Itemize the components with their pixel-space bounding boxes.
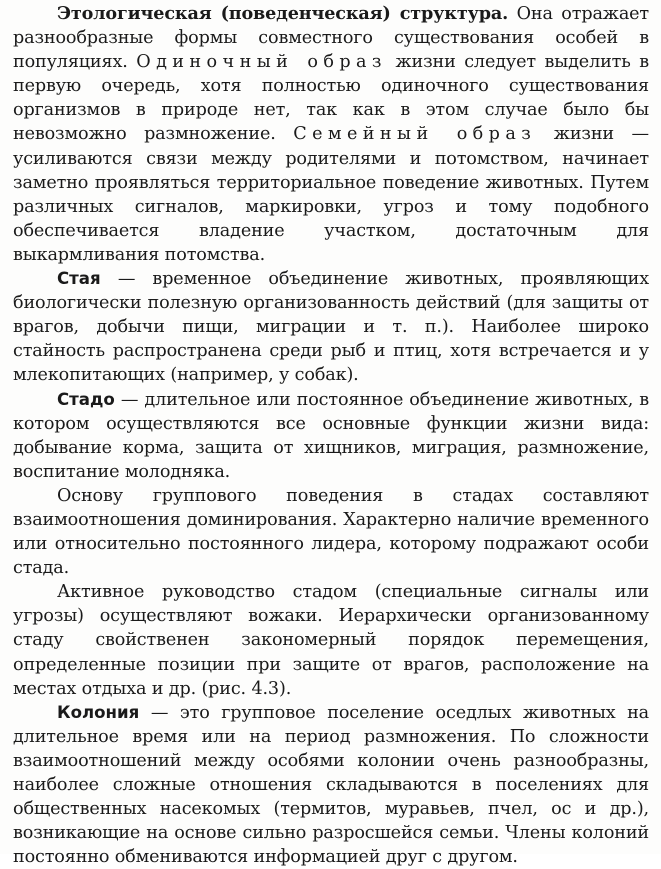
paragraph-text: жизни — усиливаются связи между родителями и потомством, начинает заметно проявляться территориальное поведение животных. Путем различных сигналов, маркировки, угроз и тому подобного обеспечивается владение участком, достаточным для выкармливания потомства. <box>13 124 649 265</box>
term-staya: Стая <box>57 269 101 289</box>
paragraph-koloniya <box>13 701 649 869</box>
paragraph-stado <box>13 388 649 484</box>
paragraph-text: — это групповое поселение оседлых животных на длительное время или на период размножения. По сложности взаимоотношений между особями колонии очень разнообразны, наиболее сложные отношения складываются в поселениях для общественных насекомых (термитов, муравьев, пчел, ос и др.), возникающие на основе сильно разросшейся семьи. Члены колоний постоянно обмениваются информацией друг с другом. <box>13 702 649 868</box>
paragraph-text: — длительное или постоянное объединение животных, в котором осуществляются все основные функции жизни вида: добывание корма, защита от хищников, миграция, размножение, воспитание молодняка. <box>13 389 649 482</box>
paragraph-text: Активное руководство стадом (специальные сигналы или угрозы) осуществляют вожаки. Иерархически организованному стаду свойственен закономерный порядок перемещения, определенные позиции при защите от врагов, расположение на местах отдыха и др. (рис. 4.3). <box>13 582 649 699</box>
paragraph-text: жизни следует выделить в первую очередь, хотя полностью одиночного существования организмов в природе нет, так как в этом случае было бы невозможно размножение. <box>13 52 650 145</box>
paragraph-text: — временное объединение животных, проявляющих биологически полезную организованность действий (для защиты от врагов, добычи пищи, миграции и т. п.). Наиболее широко стайность распространена среди рыб и птиц, хотя встречается и у млекопитающих (например, у собак). <box>13 269 649 386</box>
paragraph-leaders <box>13 580 649 700</box>
term-stado: Стадо <box>57 389 115 409</box>
paragraph-text: Она отражает разнообразные формы совместного существования особей в популяциях. <box>13 4 649 73</box>
paragraph-text: Основу группового поведения в стадах составляют взаимоотношения доминирования. Характерно наличие временного или относительно постоянного лидера, которому подражают особи стада. <box>13 485 649 579</box>
paragraph-group-behavior <box>13 484 649 580</box>
spaced-term-family: Семейный образ <box>293 124 537 145</box>
paragraph-ethological-structure <box>13 2 649 267</box>
spaced-term-solitary: Одиночный образ <box>136 52 387 73</box>
term-ethological-structure: Этологическая (поведенческая) структура. <box>57 3 509 24</box>
paragraph-staya <box>13 267 649 387</box>
term-koloniya: Колония <box>57 702 140 722</box>
